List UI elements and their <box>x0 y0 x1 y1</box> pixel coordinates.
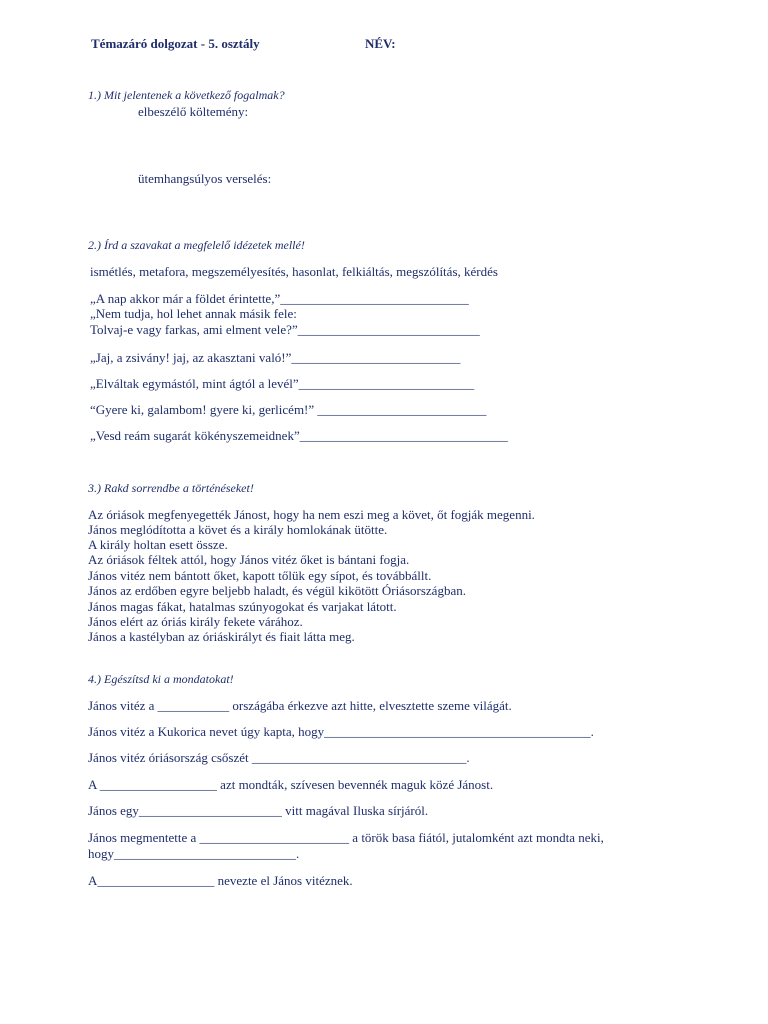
q3-event-2: János meglódította a követ és a király homlokának ütötte. <box>88 522 388 537</box>
q3-event-4: Az óriások féltek attól, hogy János vitéz őket is bántani fogja. <box>88 552 410 567</box>
q4-sentence-5: János egy______________________ vitt magával Iluska sírjáról. <box>88 803 429 818</box>
q4-sentence-7: A__________________ nevezte el János vitéznek. <box>88 873 353 888</box>
q2-quote-4: „Elváltak egymástól, mint ágtól a levél”___________________________ <box>90 376 475 391</box>
q3-event-7: János magas fákat, hatalmas szúnyogokat és varjakat látott. <box>88 599 397 614</box>
q1-heading: 1.) Mit jelentenek a következő fogalmak? <box>88 88 285 102</box>
q3-event-3: A király holtan esett össze. <box>88 537 228 552</box>
q2-quote-3: „Jaj, a zsivány! jaj, az akasztani való!”__________________________ <box>90 350 461 365</box>
q2-quote-2-line-1: „Nem tudja, hol lehet annak másik fele: <box>90 306 297 321</box>
q3-event-5: János vitéz nem bántott őket, kapott tőlük egy sípot, és továbbállt. <box>88 568 432 583</box>
q2-quote-1: „A nap akkor már a földet érintette,”_____________________________ <box>90 291 469 306</box>
q3-event-8: János elért az óriás király fekete várához. <box>88 614 303 629</box>
q3-heading: 3.) Rakd sorrendbe a történéseket! <box>88 481 254 495</box>
q1-item-1: elbeszélő költemény: <box>138 104 249 119</box>
q4-sentence-4: A __________________ azt mondták, szívesen bevennék maguk közé Jánost. <box>88 777 494 792</box>
q2-quote-2-line-2: Tolvaj-e vagy farkas, ami elment vele?”____________________________ <box>90 322 480 337</box>
q4-heading: 4.) Egészítsd ki a mondatokat! <box>88 672 234 686</box>
q4-sentence-3: János vitéz óriásország csőszét _________________________________. <box>88 750 470 765</box>
q2-heading: 2.) Írd a szavakat a megfelelő idézetek mellé! <box>88 238 305 252</box>
q2-quote-5: “Gyere ki, galambom! gyere ki, gerlicém!” __________________________ <box>90 402 487 417</box>
q4-sentence-2: János vitéz a Kukorica nevet úgy kapta, hogy_________________________________________. <box>88 724 594 739</box>
q4-sentence-1: János vitéz a ___________ országába érkezve azt hitte, elvesztette szeme világát. <box>88 698 512 713</box>
q1-item-2: ütemhangsúlyos verselés: <box>138 171 272 186</box>
q3-event-1: Az óriások megfenyegették Jánost, hogy ha nem eszi meg a követ, őt fogják megenni. <box>88 507 535 522</box>
q3-event-9: János a kastélyban az óriáskirályt és fiait látta meg. <box>88 629 355 644</box>
q2-quote-6: „Vesd reám sugarát kökényszemeidnek”________________________________ <box>90 428 508 443</box>
q4-sentence-6-line-2: hogy____________________________. <box>88 846 300 861</box>
name-label: NÉV: <box>365 36 396 51</box>
q2-word-bank: ismétlés, metafora, megszemélyesítés, hasonlat, felkiáltás, megszólítás, kérdés <box>90 264 498 279</box>
worksheet-title: Témazáró dolgozat - 5. osztály <box>91 36 260 51</box>
q4-sentence-6-line-1: János megmentette a _______________________ a török basa fiától, jutalomként azt mondta neki, <box>88 830 604 845</box>
q3-event-6: János az erdőben egyre beljebb haladt, és végül kikötött Óriásországban. <box>88 583 466 598</box>
